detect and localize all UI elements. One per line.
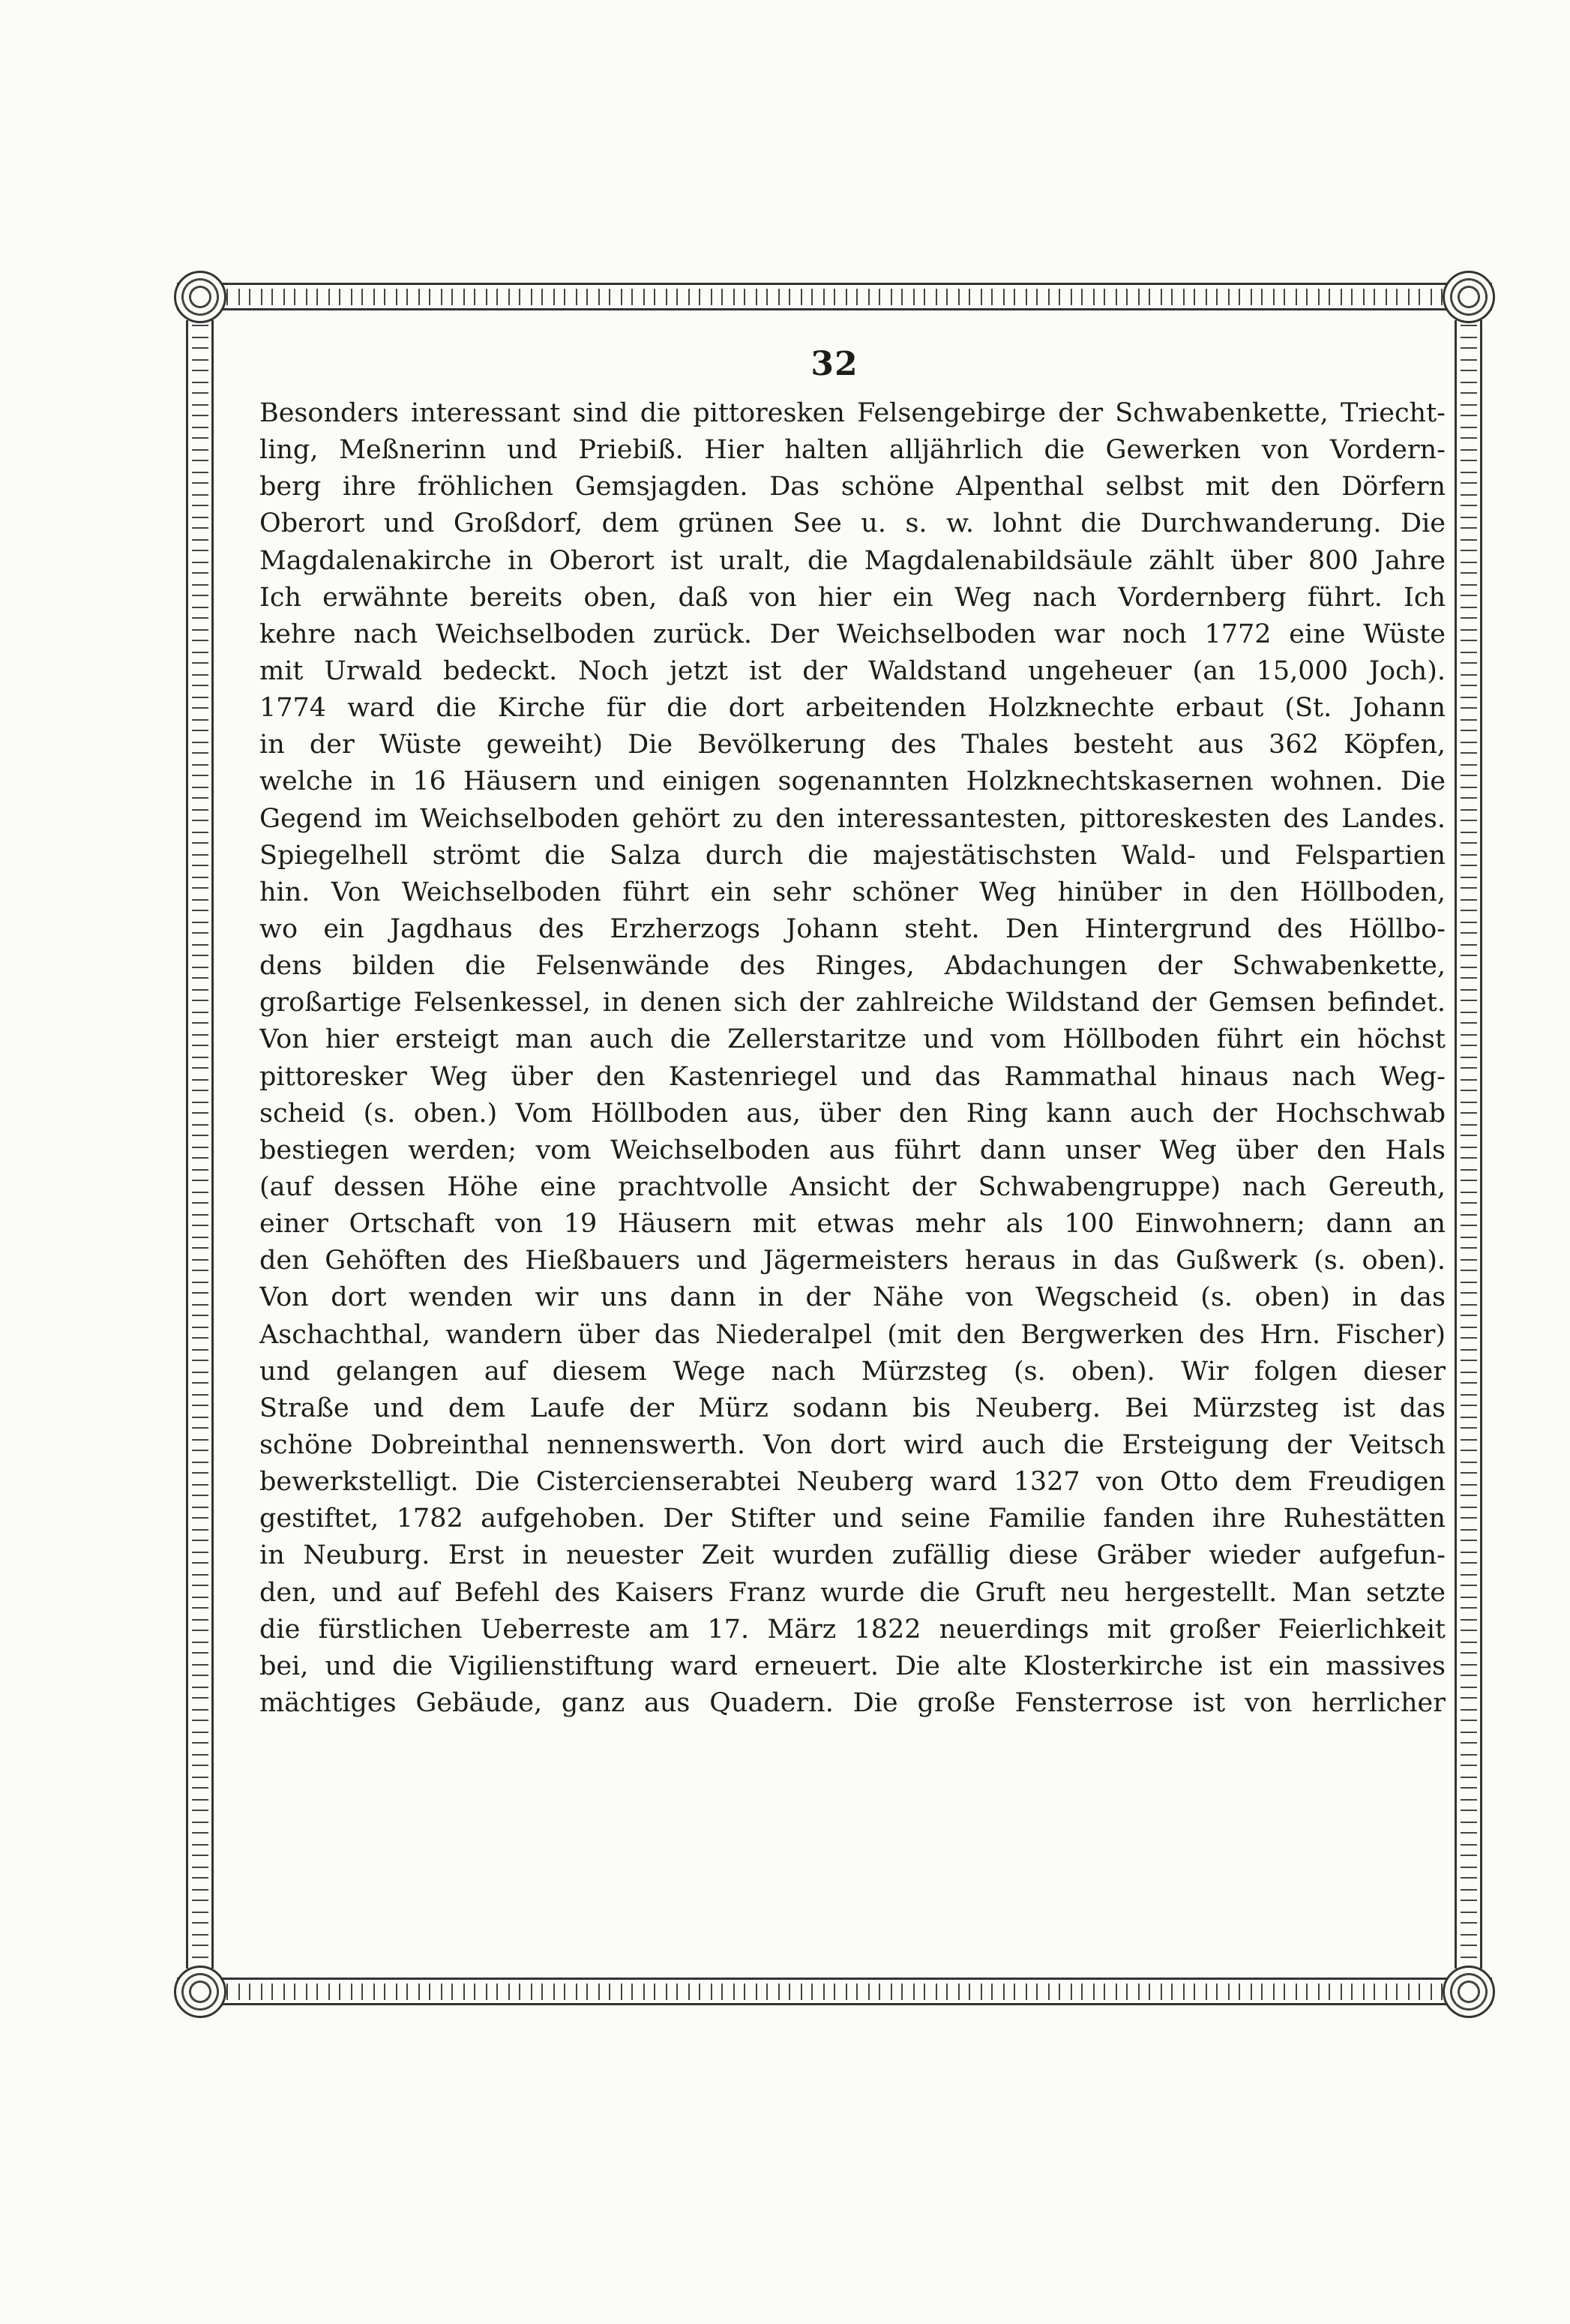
corner-ornament-icon	[1443, 271, 1495, 323]
text-line: pittoresker Weg über den Kastenriegel und das Rammathal hinaus nach Weg-	[259, 1061, 1446, 1092]
text-line: gestiftet, 1782 aufgehoben. Der Stifter und seine Familie fanden ihre Ruhestätten	[259, 1504, 1446, 1534]
text-line: den, und auf Befehl des Kaisers Franz wurde die Gruft neu hergestellt. Man setzte	[259, 1577, 1446, 1608]
page-number: 32	[810, 345, 858, 383]
border-bottom-ornament	[177, 1969, 1492, 2015]
text-line: großartige Felsenkessel, in denen sich der zahlreiche Wildstand der Gemsen befindet.	[259, 988, 1446, 1018]
text-line: kehre nach Weichselboden zurück. Der Weichselboden war noch 1772 eine Wüste	[259, 619, 1446, 649]
text-line: Straße und dem Laufe der Mürz sodann bis Neuberg. Bei Mürzsteg ist das	[259, 1393, 1446, 1423]
text-line: Aschachthal, wandern über das Niederalpel (mit den Bergwerken des Hrn. Fischer)	[259, 1319, 1446, 1350]
border-right-ornament	[1446, 320, 1492, 1969]
text-line: berg ihre fröhlichen Gemsjagden. Das schöne Alpenthal selbst mit den Dörfern	[259, 472, 1446, 502]
text-line: Von hier ersteigt man auch die Zellerstaritze und vom Höllboden führt ein höchst	[259, 1024, 1446, 1055]
text-line: Magdalenakirche in Oberort ist uralt, die Magdalenabildsäule zählt über 800 Jahre	[259, 545, 1446, 576]
text-line: dens bilden die Felsenwände des Ringes, Abdachungen der Schwabenkette,	[259, 951, 1446, 982]
corner-ornament-icon	[174, 271, 226, 323]
text-line: 1774 ward die Kirche für die dort arbeitenden Holzknechte erbaut (St. Johann	[259, 693, 1446, 724]
text-line: in Neuburg. Erst in neuester Zeit wurden zufällig diese Gräber wieder aufgefun-	[259, 1540, 1446, 1571]
text-line: ling, Meßnerinn und Priebiß. Hier halten alljährlich die Gewerken von Vordern-	[259, 435, 1446, 466]
ornamental-border-frame	[177, 274, 1492, 2015]
text-line: Gegend im Weichselboden gehört zu den interessantesten, pittoreskesten des Landes.	[259, 803, 1446, 834]
text-line: bei, und die Vigilienstiftung ward erneuert. Die alte Klosterkirche ist ein massives	[259, 1651, 1446, 1681]
text-line: wo ein Jagdhaus des Erzherzogs Johann steht. Den Hintergrund des Höllbo-	[259, 913, 1446, 944]
text-line: in der Wüste geweiht) Die Bevölkerung des Thales besteht aus 362 Köpfen,	[259, 730, 1446, 760]
body-text	[259, 395, 1446, 1722]
text-line: einer Ortschaft von 19 Häusern mit etwas mehr als 100 Einwohnern; dann an	[259, 1209, 1446, 1240]
text-line: (auf dessen Höhe eine prachtvolle Ansicht der Schwabengruppe) nach Gereuth,	[259, 1171, 1446, 1202]
border-top-ornament	[177, 274, 1492, 320]
text-line: bestiegen werden; vom Weichselboden aus führt dann unser Weg über den Hals	[259, 1135, 1446, 1165]
text-line: Von dort wenden wir uns dann in der Nähe von Wegscheid (s. oben) in das	[259, 1282, 1446, 1313]
corner-ornament-icon	[174, 1966, 226, 2018]
text-line: welche in 16 Häusern und einigen sogenannten Holzknechtskasernen wohnen. Die	[259, 766, 1446, 797]
text-line: die fürstlichen Ueberreste am 17. März 1822 neuerdings mit großer Feierlichkeit	[259, 1614, 1446, 1645]
text-line: Besonders interessant sind die pittoresken Felsengebirge der Schwabenkette, Triecht-	[259, 398, 1446, 428]
text-line: Oberort und Großdorf, dem grünen See u. s. w. lohnt die Durchwanderung. Die	[259, 508, 1446, 539]
text-line: schöne Dobreinthal nennenswerth. Von dort wird auch die Ersteigung der Veitsch	[259, 1429, 1446, 1460]
text-line: bewerkstelligt. Die Cistercienserabtei Neuberg ward 1327 von Otto dem Freudigen	[259, 1467, 1446, 1498]
text-line: mächtiges Gebäude, ganz aus Quadern. Die große Fensterrose ist von herrlicher	[259, 1687, 1446, 1718]
text-line: Ich erwähnte bereits oben, daß von hier ein Weg nach Vordernberg führt. Ich	[259, 582, 1446, 613]
text-line: scheid (s. oben.) Vom Höllboden aus, über den Ring kann auch der Hochschwab	[259, 1098, 1446, 1129]
text-line: hin. Von Weichselboden führt ein sehr schöner Weg hinüber in den Höllboden,	[259, 877, 1446, 907]
border-left-ornament	[177, 320, 223, 1969]
text-line: und gelangen auf diesem Wege nach Mürzsteg (s. oben). Wir folgen dieser	[259, 1356, 1446, 1387]
text-line: mit Urwald bedeckt. Noch jetzt ist der Waldstand ungeheuer (an 15,000 Joch).	[259, 655, 1446, 686]
text-line: Spiegelhell strömt die Salza durch die majestätischsten Wald- und Felspartien	[259, 840, 1446, 871]
corner-ornament-icon	[1443, 1966, 1495, 2018]
text-line: den Gehöften des Hießbauers und Jägermeisters heraus in das Gußwerk (s. oben).	[259, 1246, 1446, 1276]
